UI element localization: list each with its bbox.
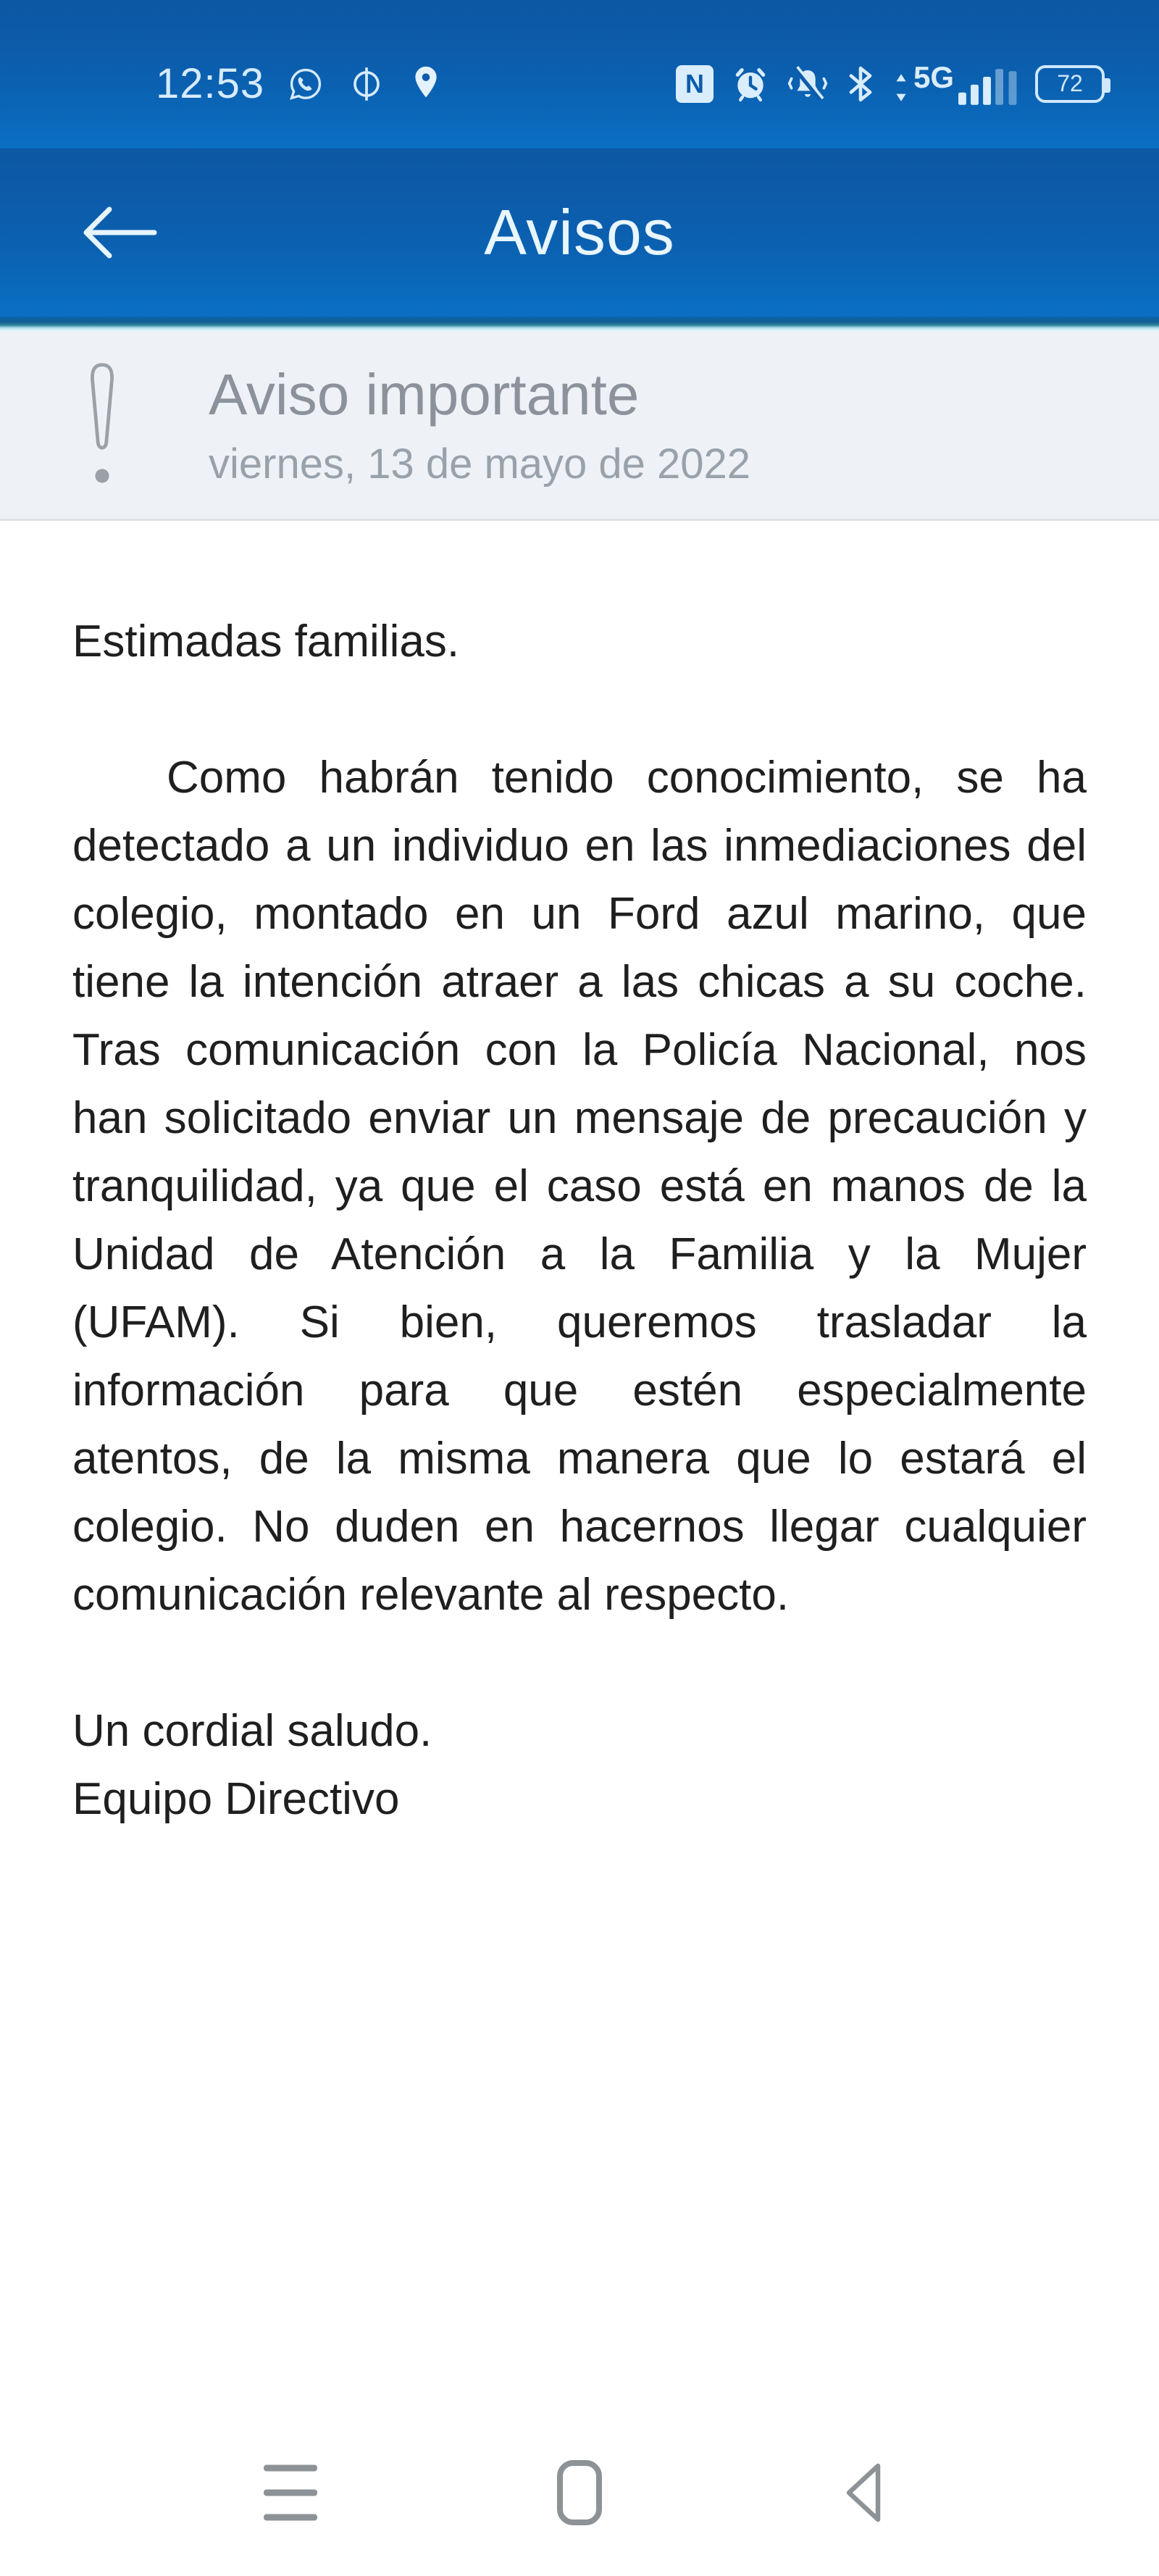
status-time: 12:53 [156, 60, 265, 107]
notice-texts [209, 361, 750, 488]
home-icon [556, 2459, 603, 2526]
signature-text: Equipo Directivo [72, 1774, 400, 1824]
notice-header [0, 331, 1159, 521]
battery-nub [1105, 78, 1110, 93]
closing-text: Un cordial saludo. [72, 1706, 432, 1756]
notice-title: Aviso importante [209, 362, 640, 427]
data-arrows-icon [893, 70, 909, 106]
header-divider [0, 317, 1159, 331]
mute-icon [787, 64, 828, 104]
android-nav-bar [0, 2409, 1159, 2576]
message-body [0, 521, 1159, 2409]
signal-bars-icon [958, 68, 1003, 106]
nav-back-icon [840, 2460, 890, 2525]
recents-icon [264, 2465, 317, 2521]
greeting-text: Estimadas familias. [72, 616, 460, 666]
location-icon [408, 64, 444, 104]
alarm-icon [731, 64, 770, 104]
recents-button[interactable] [255, 2456, 326, 2530]
data-saver-icon [347, 64, 386, 104]
nfc-icon [676, 65, 714, 103]
battery-indicator [1035, 65, 1105, 103]
status-bar-left [156, 59, 444, 108]
bluetooth-icon [845, 64, 876, 104]
sim2-signal-icon [1008, 68, 1018, 106]
exclamation-icon [81, 359, 123, 491]
whatsapp-icon [286, 64, 325, 104]
nav-back-button[interactable] [832, 2451, 898, 2534]
notice-date: viernes, 13 de mayo de 2022 [209, 440, 751, 488]
status-bar-right [676, 59, 1105, 106]
status-bar [0, 0, 1159, 149]
signal-5g-indicator [893, 59, 1018, 106]
home-button[interactable] [548, 2451, 611, 2535]
nfc-label: N [685, 68, 704, 99]
app-header [0, 149, 1159, 317]
page-title: Avisos [484, 196, 675, 268]
network-type-label: 5G [913, 59, 954, 94]
battery-percent: 72 [1057, 70, 1083, 96]
message-paragraph: Como habrán tenido conocimiento, se ha detectado a un individuo en las inmediaciones del colegio, montado en un Ford azul marino, que tiene la intención atraer a las chicas a su coche. Tras comunicación con la Policía Nacional, nos han solicitado enviar un mensaje de precaución y tranquilidad, ya que el caso está en manos de la Unidad de Atención a la Familia y la Mujer (UFAM). Si bien, queremos trasladar la información para que estén especialmente atentos, de la misma manera que lo estará el colegio. No duden en hacernos llegar cualquier comunicación relevante al respecto. [72, 753, 1087, 1620]
